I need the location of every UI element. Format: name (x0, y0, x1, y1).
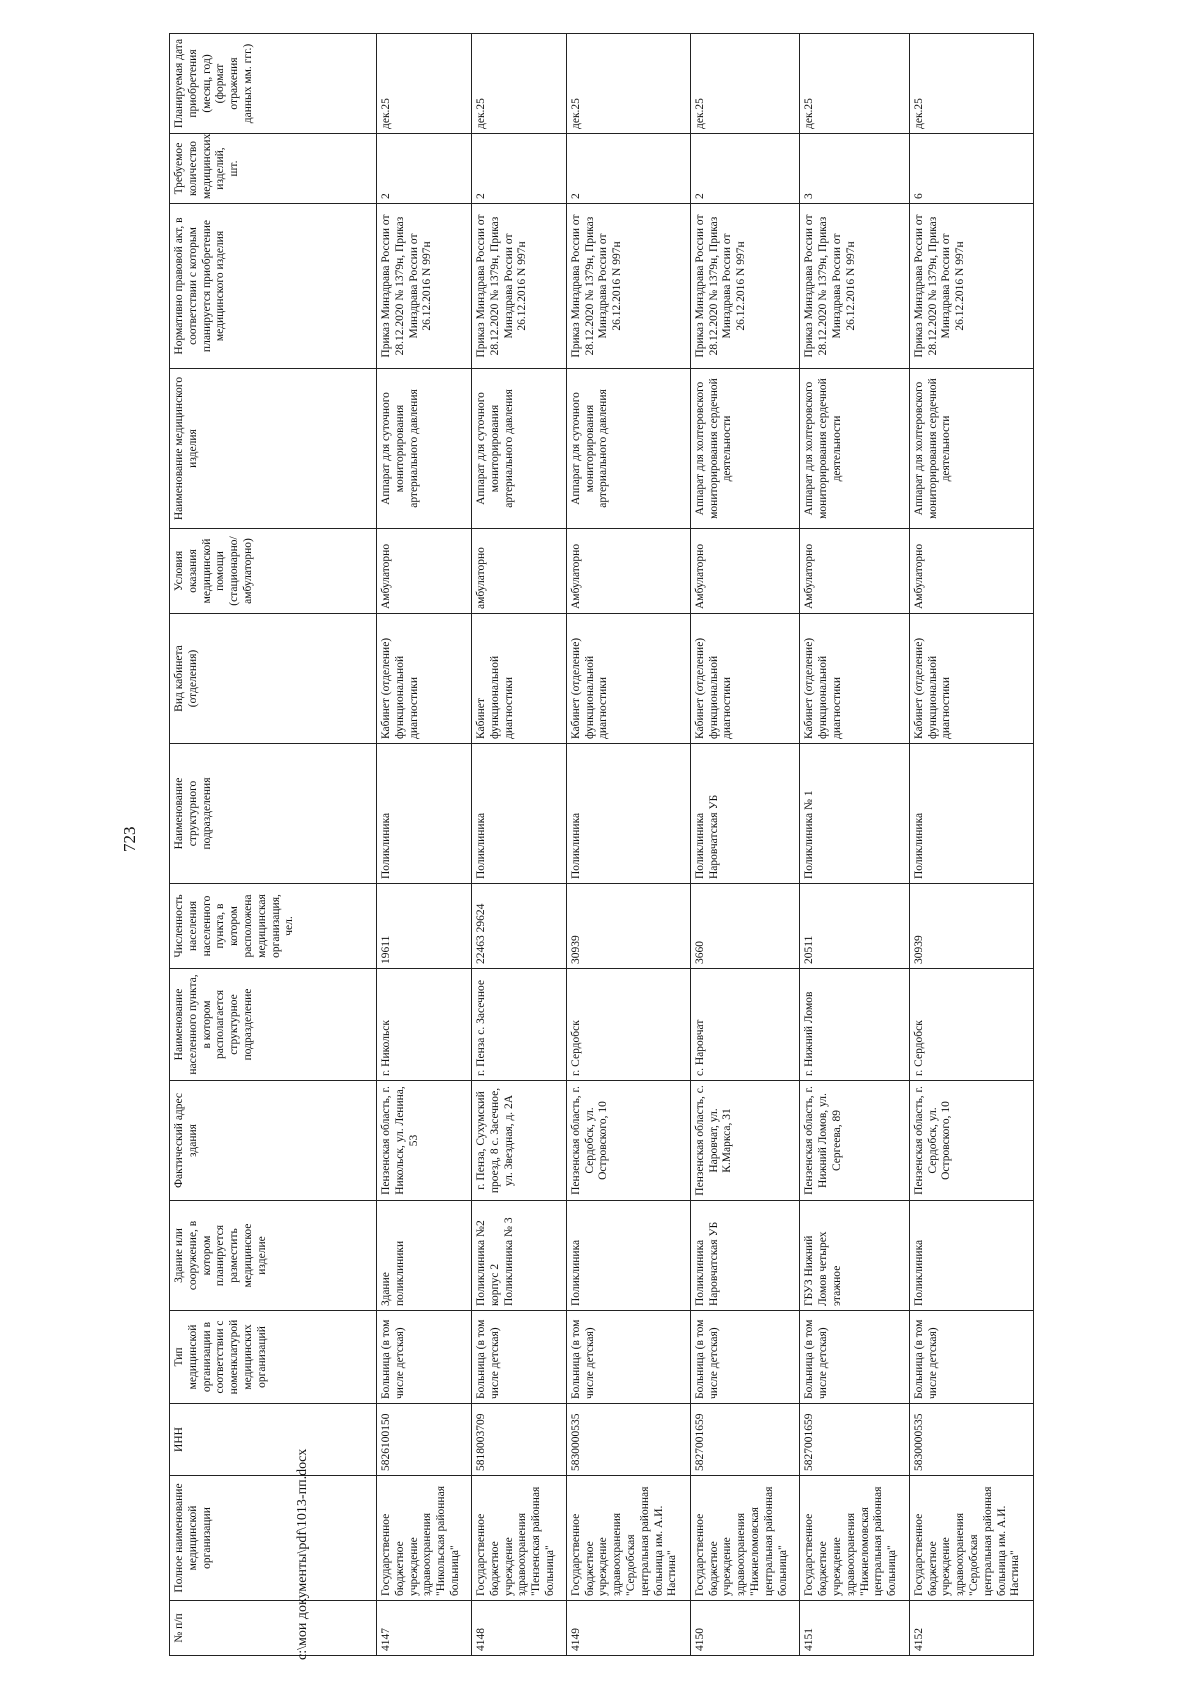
table-cell: 3660 (690, 884, 800, 969)
table-cell: Государственное бюджетное учреждение здравоохранения "Сердобская центральная районная больница им. А.И. Настина" (566, 1476, 690, 1601)
table-cell: Больница (в том числе детская) (377, 1311, 472, 1404)
table-cell: 4151 (800, 1601, 910, 1656)
table-cell: г. Пенза с. Засечное (471, 969, 566, 1081)
column-header: Наименование населенного пункта, в котором располагается структурное подразделение (170, 969, 377, 1081)
table-cell: г. Никольск (377, 969, 472, 1081)
table-cell: 30939 (909, 884, 1033, 969)
table-row (800, 34, 910, 1656)
table-row (471, 34, 566, 1656)
column-header: Нормативно правовой акт, в соответствии с которым планируется приобретение медицинского изделия (170, 204, 377, 369)
table-cell: Пензенская область, с. Наровчат, ул. К.Маркса, 31 (690, 1081, 800, 1201)
table-cell: Приказ Минздрава России от 28.12.2020 № 1379н, Приказ Минздрава России от 26.12.2016 N 997н (377, 204, 472, 369)
table-cell: Приказ Минздрава России от 28.12.2020 № 1379н, Приказ Минздрава России от 26.12.2016 N 997н (909, 204, 1033, 369)
table-cell: дек.25 (377, 34, 472, 134)
table-cell: дек.25 (566, 34, 690, 134)
table-cell: Кабинет (отделение) функциональной диагностики (690, 614, 800, 744)
table-cell: Государственное бюджетное учреждение здравоохранения "Пензенская районная больница" (471, 1476, 566, 1601)
column-header: Полное наименование медицинской организации (170, 1476, 377, 1601)
table-cell: Амбулаторно (909, 529, 1033, 614)
column-header: Вид кабинета (отделения) (170, 614, 377, 744)
table-cell: 5818003709 (471, 1404, 566, 1476)
table-cell: Государственное бюджетное учреждение здравоохранения "Сердобская центральная районная больница им. А.И. Настина" (909, 1476, 1033, 1601)
table-cell: Приказ Минздрава России от 28.12.2020 № 1379н, Приказ Минздрава России от 26.12.2016 N 997н (690, 204, 800, 369)
table-cell: Кабинет (отделение) функциональной диагностики (909, 614, 1033, 744)
table-cell: амбулаторно (471, 529, 566, 614)
table-cell: Аппарат для холтеровского мониторирования сердечной деятельности (690, 369, 800, 529)
table-cell: Аппарат для суточного мониторирования артериального давления (566, 369, 690, 529)
table-cell: Кабинет (отделение) функциональной диагностики (377, 614, 472, 744)
table-cell: Поликлиника Наровчатская УБ (690, 1201, 800, 1311)
table-cell: Пензенская область, г. Нижний Ломов, ул. Сергеева, 89 (800, 1081, 910, 1201)
table-cell: 5827001659 (690, 1404, 800, 1476)
footer-file-path: c:\мои документы\pdf\1013-пп.docx (295, 1448, 310, 1660)
table-cell: Поликлиника №2 корпус 2 Поликлиника № 3 (471, 1201, 566, 1311)
table-cell: г. Сердобск (566, 969, 690, 1081)
table-cell: Больница (в том числе детская) (566, 1311, 690, 1404)
table-cell: 3 (800, 134, 910, 204)
column-header: Численность населения населенного пункта, в котором расположена медицинская организация, чел. (170, 884, 377, 969)
table-cell: Амбулаторно (800, 529, 910, 614)
table-cell: Здание поликлиники (377, 1201, 472, 1311)
table-cell: Амбулаторно (377, 529, 472, 614)
table-cell: Аппарат для холтеровского мониторирования сердечной деятельности (800, 369, 910, 529)
column-header: Требуемое количество медицинских изделий, шт. (170, 134, 377, 204)
table-cell: г. Нижний Ломов (800, 969, 910, 1081)
table-cell: дек.25 (909, 34, 1033, 134)
table-cell: 6 (909, 134, 1033, 204)
header-row (170, 34, 377, 1656)
table-cell: Амбулаторно (566, 529, 690, 614)
table-cell: 2 (566, 134, 690, 204)
table-cell: Кабинет (отделение) функциональной диагностики (800, 614, 910, 744)
table-cell: г. Сердобск (909, 969, 1033, 1081)
table-cell: дек.25 (471, 34, 566, 134)
column-header: Здание или сооружение, в котором планируется разместить медицинское изделие (170, 1201, 377, 1311)
table-cell: Поликлиника (566, 1201, 690, 1311)
table-cell: Государственное бюджетное учреждение здравоохранения "Нижнеломовская центральная районная больница" (690, 1476, 800, 1601)
column-header: ИНН (170, 1404, 377, 1476)
table-cell: 2 (471, 134, 566, 204)
table-cell: 5827001659 (800, 1404, 910, 1476)
table-cell: Поликлиника № 1 (800, 744, 910, 884)
table-cell: 2 (690, 134, 800, 204)
table-cell: 19611 (377, 884, 472, 969)
table-body (377, 34, 1034, 1656)
table-cell: Государственное бюджетное учреждение здравоохранения "Никольская районная больница" (377, 1476, 472, 1601)
column-header: Условия оказания медицинской помощи (стационарно/ амбулаторно) (170, 529, 377, 614)
table-cell: Пензенская область, г. Никольск, ул. Ленина, 53 (377, 1081, 472, 1201)
table-cell: Больница (в том числе детская) (471, 1311, 566, 1404)
table-cell: Пензенская область, г. Сердобск, ул. Островского, 10 (566, 1081, 690, 1201)
table-cell: с. Наровчат (690, 969, 800, 1081)
table-row (566, 34, 690, 1656)
table-cell: 30939 (566, 884, 690, 969)
table-cell: Кабинет функциональной диагностики (471, 614, 566, 744)
table-row (909, 34, 1033, 1656)
table-cell: Больница (в том числе детская) (909, 1311, 1033, 1404)
table-cell: Поликлиника (377, 744, 472, 884)
table-row (690, 34, 800, 1656)
table-cell: Государственное бюджетное учреждение здравоохранения "Нижнеломовская центральная районная больница" (800, 1476, 910, 1601)
table-cell: 4147 (377, 1601, 472, 1656)
table-row (377, 34, 472, 1656)
table-cell: 4148 (471, 1601, 566, 1656)
table-cell: Поликлиника (909, 744, 1033, 884)
table-cell: Поликлиника (566, 744, 690, 884)
table-cell: Приказ Минздрава России от 28.12.2020 № 1379н, Приказ Минздрава России от 26.12.2016 N 997н (566, 204, 690, 369)
table-cell: Пензенская область, г. Сердобск, ул. Островского, 10 (909, 1081, 1033, 1201)
column-header: № п/п (170, 1601, 377, 1656)
column-header: Тип медицинской организации в соответствии с номенклатурой медицинских организаций (170, 1311, 377, 1404)
table-cell: дек.25 (800, 34, 910, 134)
table-cell: г. Пенза, Сухумский проезд, 8 с. Засечное, ул. Звездная, д. 2А (471, 1081, 566, 1201)
column-header: Планируемая дата приобретения (месяц, год) (формат отражения данных мм. ггг.) (170, 34, 377, 134)
table-cell: Амбулаторно (690, 529, 800, 614)
table-cell: дек.25 (690, 34, 800, 134)
column-header: Наименование структурного подразделения (170, 744, 377, 884)
table-cell: Больница (в том числе детская) (800, 1311, 910, 1404)
table-cell: 4152 (909, 1601, 1033, 1656)
table-cell: 20511 (800, 884, 910, 969)
table-cell: Поликлиника (471, 744, 566, 884)
equipment-table-container (169, 34, 1034, 1656)
table-cell: Кабинет (отделение) функциональной диагностики (566, 614, 690, 744)
equipment-table (169, 33, 1034, 1656)
table-cell: Поликлиника Наровчатская УБ (690, 744, 800, 884)
column-header: Наименование медицинского изделия (170, 369, 377, 529)
page-number: 723 (120, 826, 139, 852)
table-cell: 5830000535 (566, 1404, 690, 1476)
table-cell: Аппарат для суточного мониторирования артериального давления (471, 369, 566, 529)
table-cell: Аппарат для холтеровского мониторирования сердечной деятельности (909, 369, 1033, 529)
table-cell: Аппарат для суточного мониторирования артериального давления (377, 369, 472, 529)
table-cell: 5826100150 (377, 1404, 472, 1476)
table-cell: Приказ Минздрава России от 28.12.2020 № 1379н, Приказ Минздрава России от 26.12.2016 N 997н (800, 204, 910, 369)
table-cell: 5830000535 (909, 1404, 1033, 1476)
table-cell: 22463 29624 (471, 884, 566, 969)
table-header (170, 34, 377, 1656)
table-cell: 4150 (690, 1601, 800, 1656)
column-header: Фактический адрес здания (170, 1081, 377, 1201)
table-cell: ГБУЗ Нижний Ломов четырех этажное (800, 1201, 910, 1311)
table-cell: Поликлиника (909, 1201, 1033, 1311)
table-cell: 4149 (566, 1601, 690, 1656)
table-cell: Приказ Минздрава России от 28.12.2020 № 1379н, Приказ Минздрава России от 26.12.2016 N 997н (471, 204, 566, 369)
table-cell: 2 (377, 134, 472, 204)
table-cell: Больница (в том числе детская) (690, 1311, 800, 1404)
